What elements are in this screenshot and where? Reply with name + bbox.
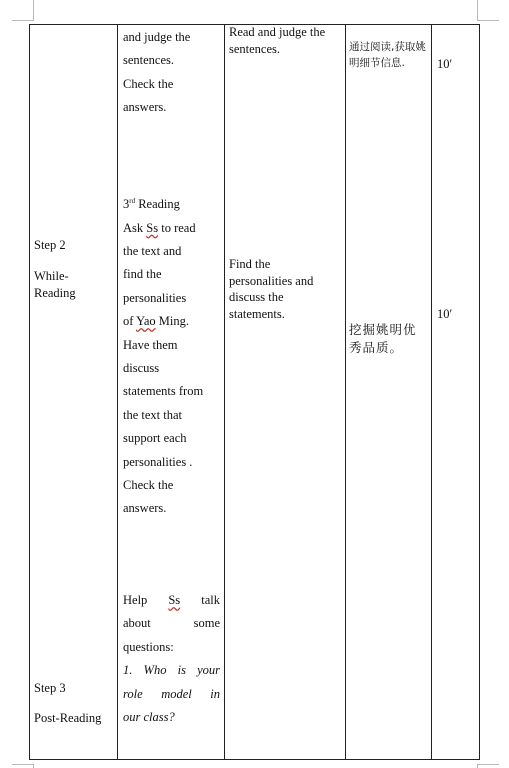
crop-mark-top-right-vertical bbox=[477, 0, 478, 21]
text-span: talk bbox=[180, 593, 220, 607]
question-line bbox=[123, 683, 220, 706]
teacher-text-line: sentences. bbox=[123, 53, 175, 68]
student-text-line: statements. bbox=[229, 306, 285, 321]
text-span: model bbox=[161, 686, 192, 701]
teacher-activity-step2-part2 bbox=[123, 190, 221, 521]
teacher-text-line: statements from bbox=[123, 384, 204, 399]
teacher-activity-step2-part1 bbox=[123, 26, 221, 120]
teacher-text-line: personalities bbox=[123, 290, 187, 305]
teacher-text-line: Check the bbox=[123, 76, 174, 91]
crop-mark-bottom-right-horizontal bbox=[478, 764, 499, 765]
text-span: some bbox=[193, 616, 220, 631]
teacher-text-line: the text that bbox=[123, 407, 183, 422]
teacher-text-line: find the bbox=[123, 267, 162, 282]
teacher-text-line: the text and bbox=[123, 243, 182, 258]
table-bottom-border bbox=[29, 759, 480, 760]
student-text-line: sentences. bbox=[229, 41, 281, 56]
reading-word: Reading bbox=[135, 197, 180, 212]
reading-number: 3 bbox=[123, 197, 130, 212]
step2-stage-line2: Reading bbox=[34, 286, 76, 300]
text-span: Help bbox=[123, 593, 169, 607]
teacher-text-line bbox=[123, 612, 220, 635]
step2-stage-line1: While- bbox=[34, 269, 69, 283]
teacher-text-line: questions: bbox=[123, 639, 174, 654]
teacher-text-line: Check the bbox=[123, 478, 174, 493]
teacher-text-line bbox=[123, 589, 220, 612]
crop-mark-top-right-horizontal bbox=[478, 20, 499, 21]
question-line: our class? bbox=[123, 710, 175, 725]
column-divider-3 bbox=[345, 24, 346, 760]
crop-mark-bottom-left-vertical bbox=[33, 764, 34, 768]
teacher-text-line: and judge the bbox=[123, 30, 191, 44]
student-text-line: Read and judge the bbox=[229, 25, 326, 39]
text-span: role bbox=[123, 686, 143, 701]
column-divider-4 bbox=[431, 24, 432, 760]
student-text-line: discuss the bbox=[229, 290, 284, 304]
purpose-step2b: 挖掘姚明优秀品质。 bbox=[349, 322, 417, 355]
crop-mark-top-left-horizontal bbox=[12, 20, 33, 21]
teacher-activity-step3 bbox=[123, 589, 220, 729]
reading-ordinal-suffix: rd bbox=[129, 197, 136, 205]
text-span: about bbox=[123, 616, 151, 631]
crop-mark-top-left-vertical bbox=[33, 0, 34, 21]
student-activity-step2b bbox=[229, 256, 343, 322]
table-right-border bbox=[479, 24, 480, 760]
text-span: to read bbox=[158, 220, 196, 235]
purpose-step2a: 通过阅读,获取姚明细节信息. bbox=[349, 41, 426, 69]
time-step2b: 10′ bbox=[437, 307, 453, 321]
text-span: Ming. bbox=[155, 314, 189, 329]
question-line: 1. Who is your bbox=[123, 663, 220, 678]
step3-label: Step 3 bbox=[34, 681, 66, 695]
teacher-text-line: personalities . bbox=[123, 454, 193, 469]
teacher-text-line bbox=[123, 217, 221, 240]
teacher-text-line: answers. bbox=[123, 501, 167, 516]
text-span: Ask bbox=[123, 220, 147, 235]
crop-mark-bottom-right-vertical bbox=[477, 764, 478, 768]
text-span: of bbox=[123, 314, 137, 329]
column-divider-2 bbox=[224, 24, 225, 760]
student-text-line: Find the bbox=[229, 257, 271, 271]
lesson-plan-table bbox=[29, 24, 480, 760]
student-activity-step2a bbox=[229, 24, 343, 57]
spellcheck-word-yao: Yao bbox=[136, 314, 156, 329]
teacher-text-line: answers. bbox=[123, 100, 167, 115]
text-span: in bbox=[210, 686, 220, 701]
step3-stage: Post-Reading bbox=[34, 711, 102, 725]
spellcheck-word-ss: Ss bbox=[168, 593, 181, 607]
reading-heading bbox=[123, 190, 221, 217]
time-step2a: 10′ bbox=[437, 57, 453, 71]
spellcheck-word-ss: Ss bbox=[146, 220, 159, 235]
teacher-text-line: Have them bbox=[123, 337, 178, 352]
teacher-text-line: support each bbox=[123, 431, 187, 446]
step2-label: Step 2 bbox=[34, 238, 66, 252]
column-divider-1 bbox=[117, 24, 118, 760]
table-left-border bbox=[29, 24, 30, 760]
teacher-text-line: discuss bbox=[123, 361, 160, 375]
student-text-line: personalities and bbox=[229, 273, 314, 288]
crop-mark-bottom-left-horizontal bbox=[12, 764, 33, 765]
teacher-text-line bbox=[123, 310, 221, 333]
